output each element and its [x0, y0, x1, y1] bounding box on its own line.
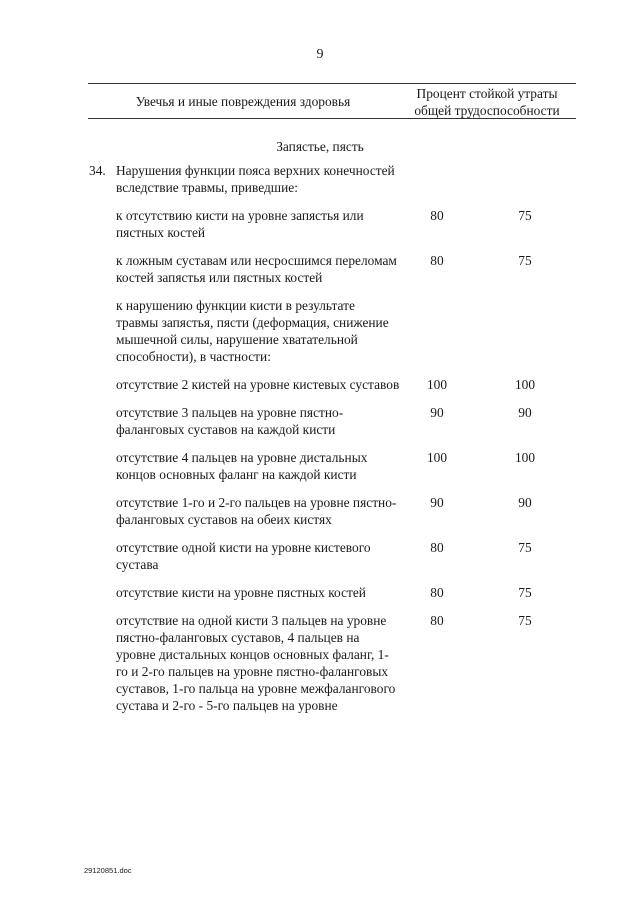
file-name-footer: 29120851.doc: [84, 866, 132, 875]
column-header-percent: [398, 85, 576, 119]
row-description: Нарушения функции пояса верхних конечностей вследствие травмы, приведшие:: [116, 163, 395, 195]
table-row: [0, 449, 640, 483]
table-row: [0, 297, 640, 365]
column-header-percent-line1: Процент стойкой утраты: [416, 86, 558, 101]
row-value-1: 80: [430, 585, 444, 600]
row-value-2: 90: [518, 495, 532, 510]
table-row: [0, 612, 640, 714]
table-row: [0, 584, 640, 601]
header-bottom-rule: [88, 118, 576, 119]
row-value-2: 100: [514, 377, 536, 392]
row-description: отсутствие 3 пальцев на уровне пястно-фаланговых суставов на каждой кисти: [116, 405, 344, 437]
row-value-1: 80: [430, 540, 444, 555]
row-description: отсутствие кисти на уровне пястных костей: [116, 585, 366, 600]
row-value-1: 80: [430, 613, 444, 628]
row-value-1: 100: [426, 450, 448, 465]
row-description: к ложным суставам или несросшимся переломам костей запястья или пястных костей: [116, 253, 397, 285]
row-value-2: 100: [514, 450, 536, 465]
table-row: [0, 539, 640, 573]
row-value-2: 75: [518, 613, 532, 628]
row-value-1: 100: [426, 377, 448, 392]
table-row: [0, 494, 640, 528]
row-value-2: 75: [518, 585, 532, 600]
section-title: Запястье, пясть: [276, 139, 364, 154]
column-header-percent-line2: общей трудоспособности: [414, 103, 560, 118]
row-description: отсутствие одной кисти на уровне кистевого сустава: [116, 540, 371, 572]
row-description: к отсутствию кисти на уровне запястья или пястных костей: [116, 208, 364, 240]
row-value-2: 75: [518, 253, 532, 268]
table-row: [0, 376, 640, 393]
row-number: 34.: [89, 163, 106, 178]
header-top-rule: [88, 83, 576, 84]
row-value-2: 75: [518, 208, 532, 223]
row-value-1: 90: [430, 405, 444, 420]
row-value-1: 90: [430, 495, 444, 510]
row-value-2: 75: [518, 540, 532, 555]
row-description: отсутствие 1-го и 2-го пальцев на уровне пястно-фаланговых суставов на обеих кистях: [116, 495, 397, 527]
table-row: [0, 404, 640, 438]
table-row: [0, 162, 640, 196]
row-value-1: 80: [430, 208, 444, 223]
table-row: [0, 207, 640, 241]
row-description: отсутствие 4 пальцев на уровне дистальных концов основных фаланг на каждой кисти: [116, 450, 368, 482]
row-value-1: 80: [430, 253, 444, 268]
table-row: [0, 252, 640, 286]
column-header-injuries: Увечья и иные повреждения здоровья: [135, 94, 351, 109]
row-value-2: 90: [518, 405, 532, 420]
row-description: отсутствие на одной кисти 3 пальцев на уровне пястно-фаланговых суставов, 4 пальцев на уровне дистальных концов основных фаланг, 1-го и 2-го пальцев на уровне пястно-фаланговых суставов, 1-го пальца на уровне межфалангового сустава и 2-го - 5-го пальцев на уровне: [116, 613, 396, 713]
row-description: к нарушению функции кисти в результате травмы запястья, пясти (деформация, снижение мышечной силы, нарушение хватательной способности), в частности:: [116, 298, 389, 364]
page-number: 9: [316, 47, 324, 62]
table-body: [0, 162, 640, 725]
row-description: отсутствие 2 кистей на уровне кистевых суставов: [116, 377, 400, 392]
